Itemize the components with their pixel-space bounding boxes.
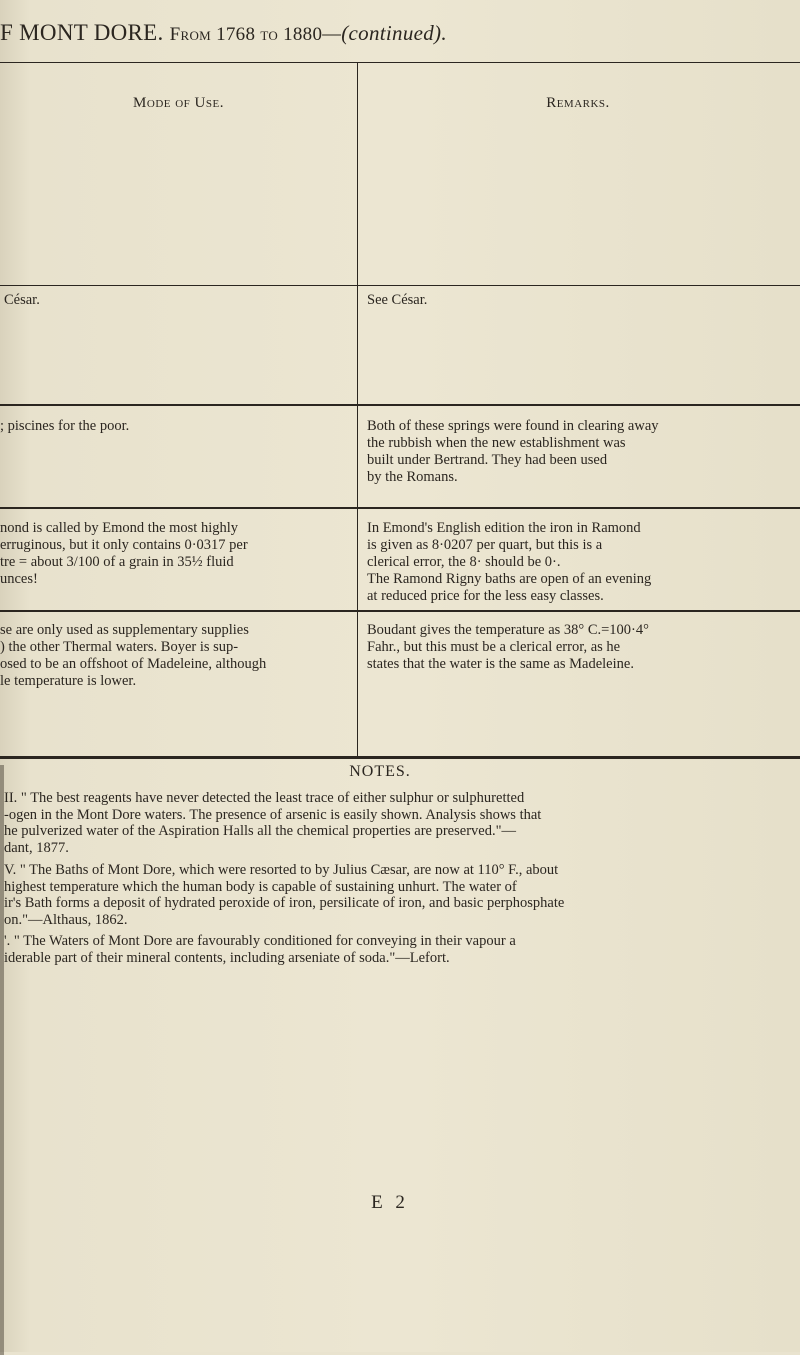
head-from: From 1768 to 1880 [169, 24, 323, 45]
row-rule-3 [0, 610, 800, 612]
table-top-rule [0, 62, 800, 63]
row-4-mode: se are only used as supplementary supplies ) the other Thermal waters. Boyer is sup- osed to be an offshoot of Madeleine, although le temperature is lower. [0, 622, 267, 689]
column-head-remarks: Remarks. [546, 95, 610, 111]
running-head [0, 20, 447, 46]
header-rule [0, 285, 800, 286]
note-item: V. " The Baths of Mont Dore, which were resorted to by Julius Cæsar, are now at 110° F., about highest temperature which the human body is capable of sustaining unhurt. The water of ir's Bath forms a deposit of hydrated peroxide of iron, persilicate of iron, and basic perphosphate on."—Althaus, 1862. [4, 862, 565, 928]
column-head-mode: Mode of Use. [133, 95, 224, 111]
note-item: II. " The best reagents have never detected the least trace of either sulphur or sulphuretted -ogen in the Mont Dore waters. The presence of arsenic is easily shown. Analysis shows that he pulverized water of the Aspiration Halls all the chemical properties are preserved."— dant, 1877. [4, 790, 542, 856]
head-initial: F [0, 20, 14, 45]
row-1-remarks: See César. [367, 292, 428, 308]
head-title: MONT DORE. [19, 20, 164, 45]
row-rule-2 [0, 507, 800, 509]
row-2-remarks: Both of these springs were found in clearing away the rubbish when the new establishment was built under Bertrand. They had been used by the Romans. [367, 418, 659, 485]
row-1-mode: César. [4, 292, 40, 308]
notes-title: NOTES. [349, 763, 411, 780]
head-continued: —(continued). [322, 21, 447, 45]
row-4-remarks: Boudant gives the temperature as 38° C.=100·4° Fahr., but this must be a clerical error, as he states that the water is the same as Madeleine. [367, 622, 649, 672]
table-bottom-rule [0, 756, 800, 759]
column-divider [357, 62, 358, 757]
note-item: '. " The Waters of Mont Dore are favourably conditioned for conveying in their vapour a iderable part of their mineral contents, including arseniate of soda."—Lefort. [4, 933, 516, 966]
row-3-mode: nond is called by Emond the most highly erruginous, but it only contains 0·0317 per tre = about 3/100 of a grain in 35½ fluid unces! [0, 520, 248, 587]
row-rule-1 [0, 404, 800, 406]
row-2-mode: ; piscines for the poor. [0, 418, 130, 434]
row-3-remarks: In Emond's English edition the iron in Ramond is given as 8·0207 per quart, but this is a clerical error, the 8· should be 0·. The Ramond Rigny baths are open of an evening at reduced price for the less easy classes. [367, 520, 652, 604]
signature-mark: E 2 [371, 1192, 409, 1213]
